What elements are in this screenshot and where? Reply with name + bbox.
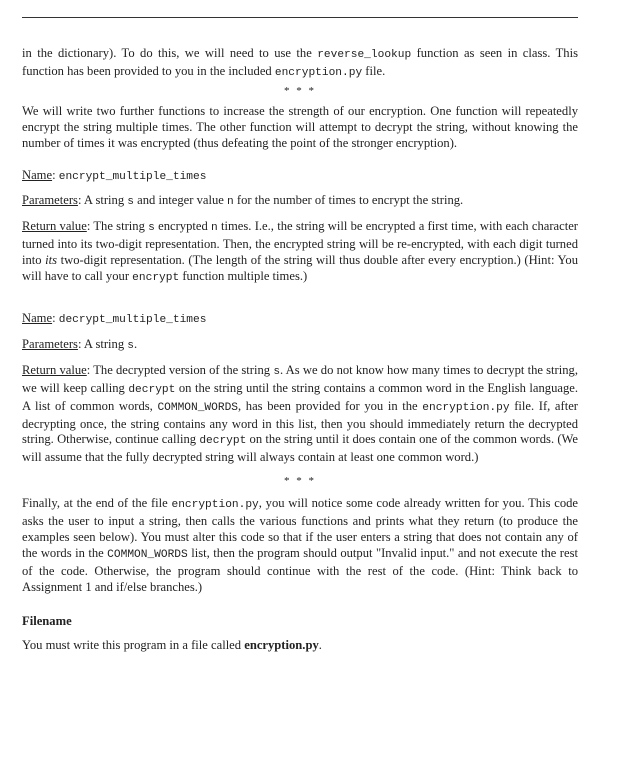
final-paragraph: Finally, at the end of the file encryption.py, you will notice some code already written for you. This code asks the user to input a string, then calls the various functions and prints what they return (to produce the examples seen below). You must alter this code so that if the user enters a string that does not contain any of the words in the COMMON_WORDS list, then the program should output "Invalid input." and not execute the rest of the code. Otherwise, the program should continue with the rest of the code. (Hint: Think back to Assignment 1 and if/else branches.) [22, 496, 578, 594]
func2-parameters: Parameters: A string s. [22, 336, 138, 352]
func2-name: Name: decrypt_multiple_times [22, 310, 207, 326]
overview-paragraph: We will write two further functions to increase the strength of our encryption. One function will repeatedly encrypt the string multiple times. The other function will attempt to decrypt the string, without knowing the number of times it was encrypted (thus defeating the point of the stronger encryption). [22, 103, 578, 150]
func1-name: Name: encrypt_multiple_times [22, 167, 207, 183]
function-name: decrypt_multiple_times [58, 313, 207, 326]
document-body [22, 46, 578, 653]
label-return-value: Return value [22, 219, 87, 234]
filename-value: encryption.py [244, 637, 319, 652]
label-parameters: Parameters [22, 336, 78, 351]
section-separator: * * * [284, 84, 316, 97]
label-parameters: Parameters [22, 193, 78, 208]
func1-return-value: Return value: The string s encrypted n times. I.e., the string will be encrypted a first time, with each character turned into its two-digit representation. Then, the encrypted string will be re-encrypted, with each digit turned into its two-digit representation. (The length of the string will thus double after every encryption.) (Hint: You will have to call your encrypt function multiple times.) [22, 219, 578, 285]
section-separator: * * * [284, 475, 316, 488]
filename-paragraph: You must write this program in a file called encryption.py. [22, 637, 322, 652]
filename-heading: Filename [22, 613, 72, 628]
label-name: Name [22, 167, 53, 182]
header-rule [22, 17, 578, 18]
func2-return-value: Return value: The decrypted version of the string s. As we do not know how many times to decrypt the string, we will keep calling decrypt on the string until the string contains a common word in the English language. A list of common words, COMMON_WORDS, has been provided for you in the encryption.py file. If, after decrypting once, the string contains any word in this list, then you should immediately return the decrypted string. Otherwise, continue calling decrypt on the string until it does contain one of the common words. (We will assume that the fully decrypted string will always contain at least one common word.) [22, 362, 579, 465]
function-name: encrypt_multiple_times [58, 170, 207, 183]
inline-code: reverse_lookup [317, 49, 412, 61]
label-name: Name [22, 310, 53, 325]
intro-paragraph: in the dictionary). To do this, we will need to use the reverse_lookup function as seen in class. This function has been provided to you in the included encryption.py file. [22, 46, 578, 79]
inline-code: encryption.py [274, 66, 363, 79]
label-return-value: Return value [22, 362, 87, 377]
func1-parameters: Parameters: A string s and integer value n for the number of times to encrypt the string. [22, 193, 464, 209]
